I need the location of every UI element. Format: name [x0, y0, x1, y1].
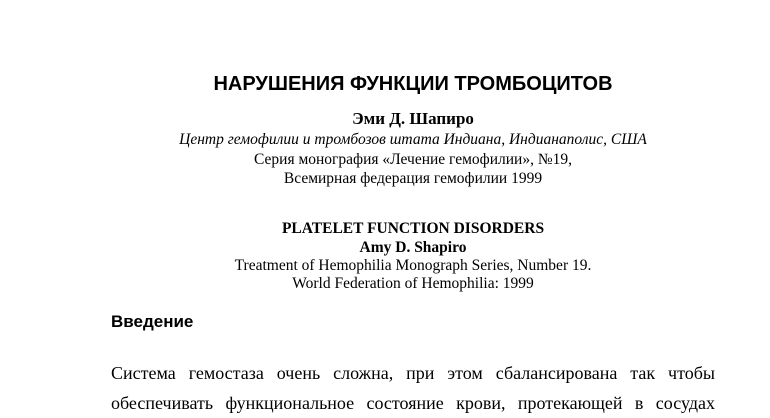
author-affiliation-ru: Центр гемофилии и тромбозов штата Индиана, Индианаполис, США: [179, 131, 647, 148]
author-name-ru: Эми Д. Шапиро: [352, 109, 474, 128]
author-name-en: Amy D. Shapiro: [359, 239, 467, 256]
section-heading-introduction: Введение: [111, 312, 194, 331]
series-line-en: Treatment of Hemophilia Monograph Series, Number 19.: [234, 257, 592, 274]
publisher-line-en: World Federation of Hemophilia: 1999: [292, 275, 534, 292]
document-title-ru: НАРУШЕНИЯ ФУНКЦИИ ТРОМБОЦИТОВ: [213, 73, 613, 95]
body-line-1: Система гемостаза очень сложна, при этом сбалансирована так чтобы: [111, 363, 715, 383]
body-line-2: обеспечивать функциональное состояние крови, протекающей в сосудах: [111, 393, 715, 413]
series-line-ru: Серия монография «Лечение гемофилии», №19,: [254, 151, 572, 168]
body-paragraph: [111, 358, 715, 418]
publisher-line-ru: Всемирная федерация гемофилии 1999: [283, 170, 543, 187]
document-title-en: PLATELET FUNCTION DISORDERS: [281, 220, 545, 237]
